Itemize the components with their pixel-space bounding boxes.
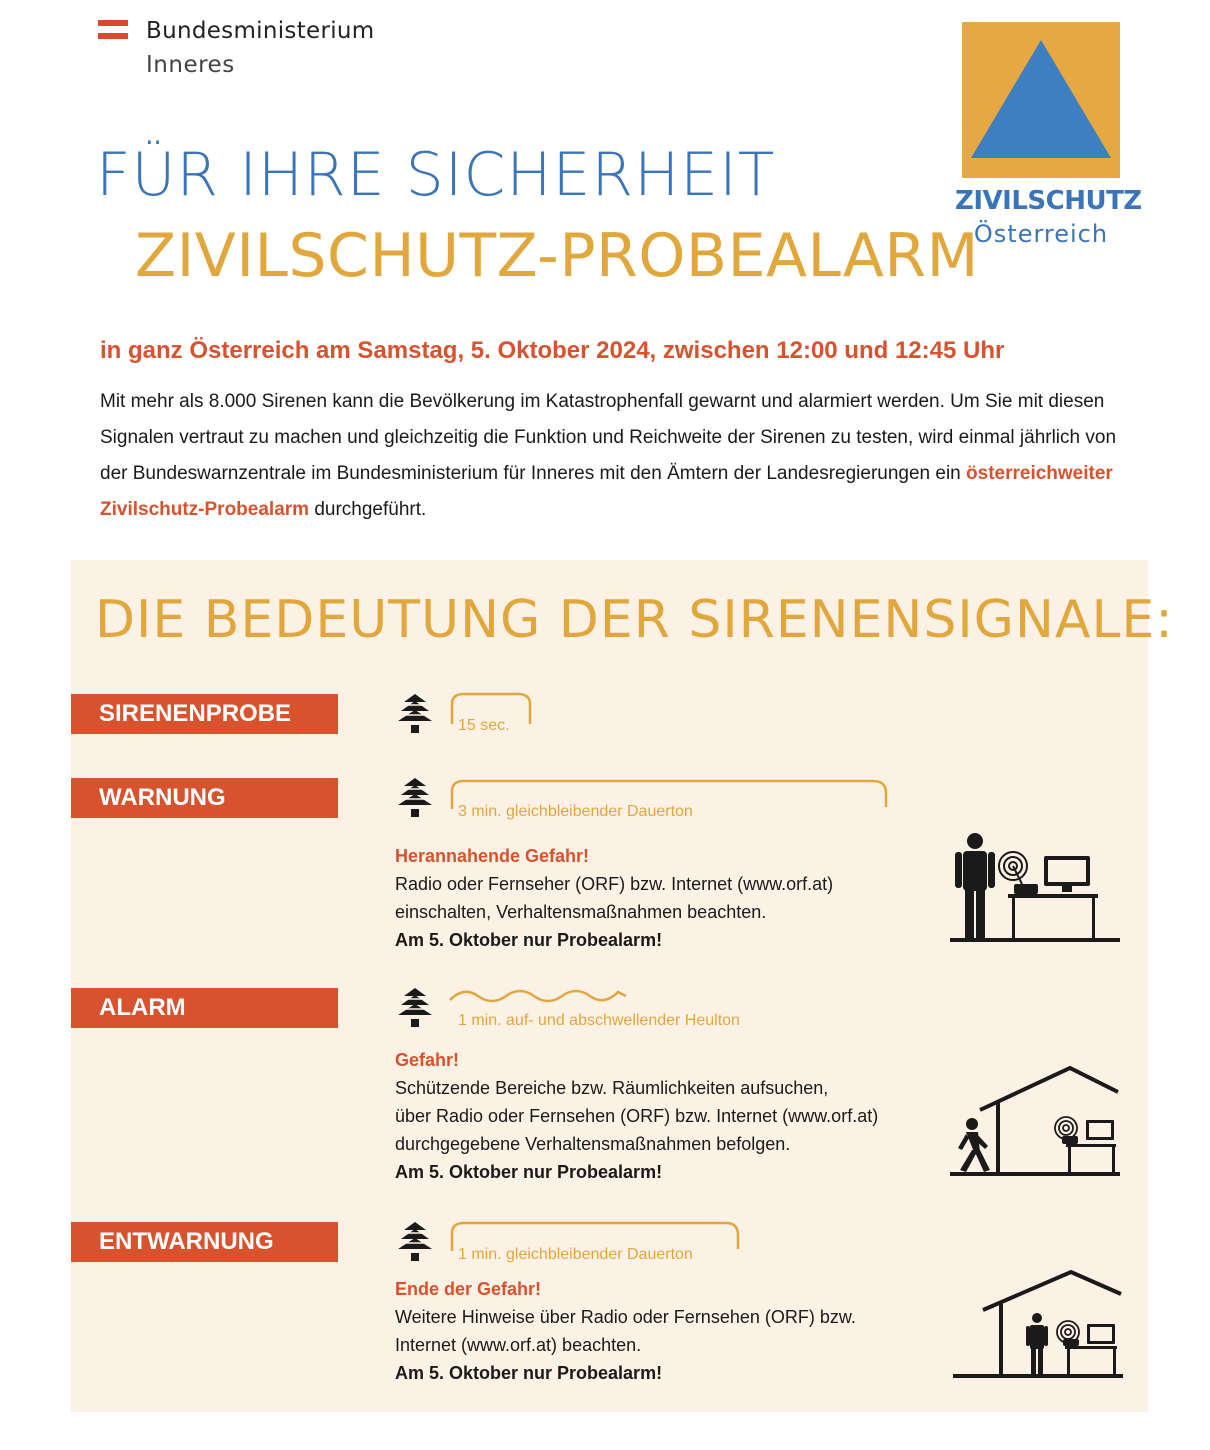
signal-heading-warnung: Herannahende Gefahr!	[395, 846, 590, 866]
signals-title: DIE BEDEUTUNG DER SIRENENSIGNALE:	[95, 590, 1174, 650]
intro-text-before: Mit mehr als 8.000 Sirenen kann die Bevölkerung im Katastrophenfall gewarnt und alarmiert werden. Um Sie mit diesen Signalen vertraut zu machen und gleichzeitig die Funktion und Reichweite der Sirenen zu testen, wird einmal jährlich von der Bundeswarnzentrale im Bundesministerium für Inneres mit den Ämtern der Landesregierungen ein	[100, 391, 1117, 484]
siren-icon	[396, 776, 434, 820]
intro-paragraph	[100, 384, 1130, 528]
ministry-sub: Inneres	[146, 52, 235, 78]
person-with-radio-tv-icon	[950, 830, 1120, 945]
siren-icon	[396, 986, 434, 1030]
signal-label-entwarnung: ENTWARNUNG	[71, 1222, 338, 1262]
zivilschutz-country: Österreich	[973, 220, 1109, 248]
zivilschutz-name: ZIVILSCHUTZ	[955, 186, 1142, 216]
signal-note-warnung: Am 5. Oktober nur Probealarm!	[395, 930, 663, 950]
signal-caption-warnung: 3 min. gleichbleibender Dauerton	[458, 803, 693, 820]
title-line-2: ZIVILSCHUTZ-PROBEALARM	[135, 221, 979, 291]
signal-line: über Radio oder Fernsehen (ORF) bzw. Internet (www.orf.at)	[395, 1106, 879, 1126]
blue-triangle-icon	[962, 22, 1120, 178]
signal-line: Schützende Bereiche bzw. Räumlichkeiten aufsuchen,	[395, 1078, 829, 1098]
tone-wave-icon	[448, 982, 633, 1012]
signal-caption-alarm: 1 min. auf- und abschwellender Heulton	[458, 1012, 740, 1029]
signal-label-alarm: ALARM	[71, 988, 338, 1028]
siren-icon	[396, 1220, 434, 1264]
dateline: in ganz Österreich am Samstag, 5. Oktober 2024, zwischen 12:00 und 12:45 Uhr	[100, 337, 1005, 364]
person-walking-into-house-icon	[950, 1062, 1120, 1180]
title-line-1: FÜR IHRE SICHERHEIT	[96, 140, 776, 210]
signal-note-entwarnung: Am 5. Oktober nur Probealarm!	[395, 1363, 663, 1383]
signal-caption-sirenenprobe: 15 sec.	[458, 717, 510, 734]
signal-line: einschalten, Verhaltensmaßnahmen beachten.	[395, 902, 767, 922]
intro-highlight: österreichweiter Zivilschutz-Probealarm	[100, 463, 1113, 520]
signal-label-sirenenprobe: SIRENENPROBE	[71, 694, 338, 734]
signal-heading-alarm: Gefahr!	[395, 1050, 460, 1070]
intro-text-after: durchgeführt.	[309, 499, 427, 520]
signal-line: Radio oder Fernseher (ORF) bzw. Internet (www.orf.at)	[395, 874, 834, 894]
signal-heading-entwarnung: Ende der Gefahr!	[395, 1279, 542, 1299]
austria-flag-icon	[98, 20, 128, 40]
signal-text-alarm	[395, 1046, 878, 1186]
signal-note-alarm: Am 5. Oktober nur Probealarm!	[395, 1162, 663, 1182]
person-in-house-icon	[953, 1268, 1123, 1383]
zivilschutz-logo	[962, 22, 1120, 178]
signal-label-warnung: WARNUNG	[71, 778, 338, 818]
signal-line: durchgegebene Verhaltensmaßnahmen befolgen.	[395, 1134, 791, 1154]
ministry-name: Bundesministerium	[146, 18, 375, 44]
signal-text-entwarnung	[395, 1275, 856, 1387]
signal-line: Internet (www.orf.at) beachten.	[395, 1335, 642, 1355]
siren-icon	[396, 692, 434, 736]
signal-text-warnung	[395, 842, 833, 954]
signal-line: Weitere Hinweise über Radio oder Fernsehen (ORF) bzw.	[395, 1307, 856, 1327]
signal-caption-entwarnung: 1 min. gleichbleibender Dauerton	[458, 1246, 693, 1263]
